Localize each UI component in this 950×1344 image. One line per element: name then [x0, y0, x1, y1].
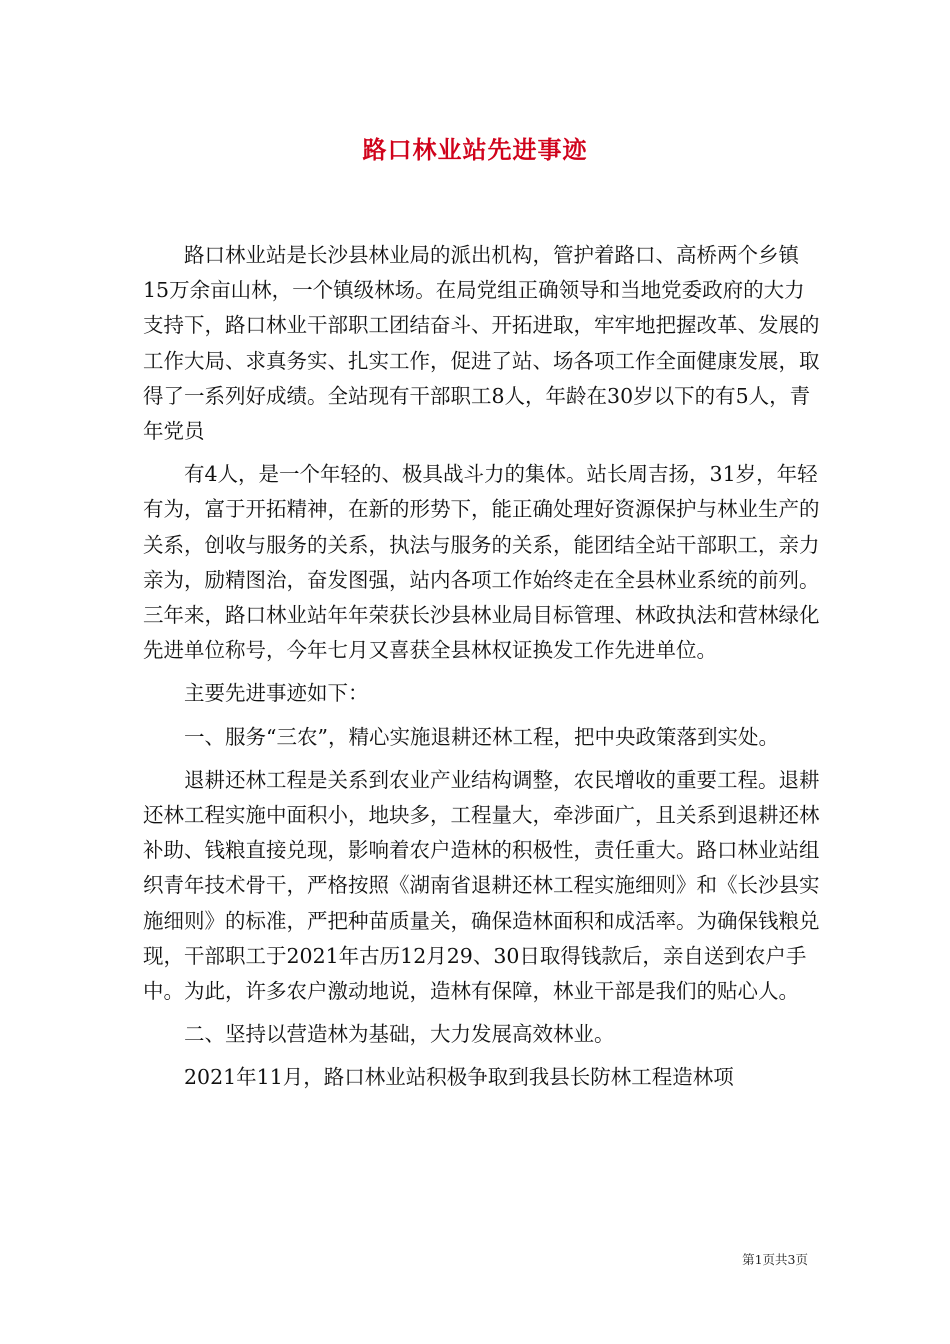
document-body [143, 238, 823, 1096]
paragraph-reforestation: 退耕还林工程是关系到农业产业结构调整，农民增收的重要工程。退耕还林工程实施中面积小，地块多，工程量大，牵涉面广，且关系到退耕还林补助、钱粮直接兑现，影响着农户造林的积极性，责任重大。路口林业站组织青年技术骨干，严格按照《湖南省退耕还林工程实施细则》和《长沙县实施细则》的标准，严把种苗质量关，确保造林面积和成活率。为确保钱粮兑现，干部职工于2021年古历12月29、30日取得钱款后，亲自送到农户手中。为此，许多农户激动地说，造林有保障，林业干部是我们的贴心人。 [143, 767, 820, 1004]
section-heading-2: 二、坚持以营造林为基础，大力发展高效林业。 [184, 1022, 615, 1047]
paragraph-lead-in: 主要先进事迹如下： [184, 681, 369, 706]
section-heading-1: 一、服务“三农”，精心实施退耕还林工程，把中央政策落到实处。 [184, 724, 779, 749]
paragraph-intro: 路口林业站是长沙县林业局的派出机构，管护着路口、高桥两个乡镇15万余亩山林，一个镇级林场。在局党组正确领导和当地党委政府的大力支持下，路口林业干部职工团结奋斗、开拓进取，牢牢地把握改革、发展的工作大局、求真务实、扎实工作，促进了站、场各项工作全面健康发展，取得了一系列好成绩。全站现有干部职工8人，年龄在30岁以下的有5人，青年党员 [143, 243, 820, 444]
paragraph-team: 有4人，是一个年轻的、极具战斗力的集体。站长周吉扬，31岁，年轻有为，富于开拓精神，在新的形势下，能正确处理好资源保护与林业生产的关系，创收与服务的关系，执法与服务的关系，能团结全站干部职工，亲力亲为，励精图治，奋发图强，站内各项工作始终走在全县林业系统的前列。三年来，路口林业站年年荣获长沙县林业局目标管理、林政执法和营林绿化先进单位称号，今年七月又喜获全县林权证换发工作先进单位。 [143, 462, 820, 663]
document-title: 路口林业站先进事迹 [362, 135, 588, 164]
page-indicator: 第1页共3页 [742, 1252, 808, 1267]
paragraph-project: 2021年11月，路口林业站积极争取到我县长防林工程造林项 [184, 1065, 734, 1090]
